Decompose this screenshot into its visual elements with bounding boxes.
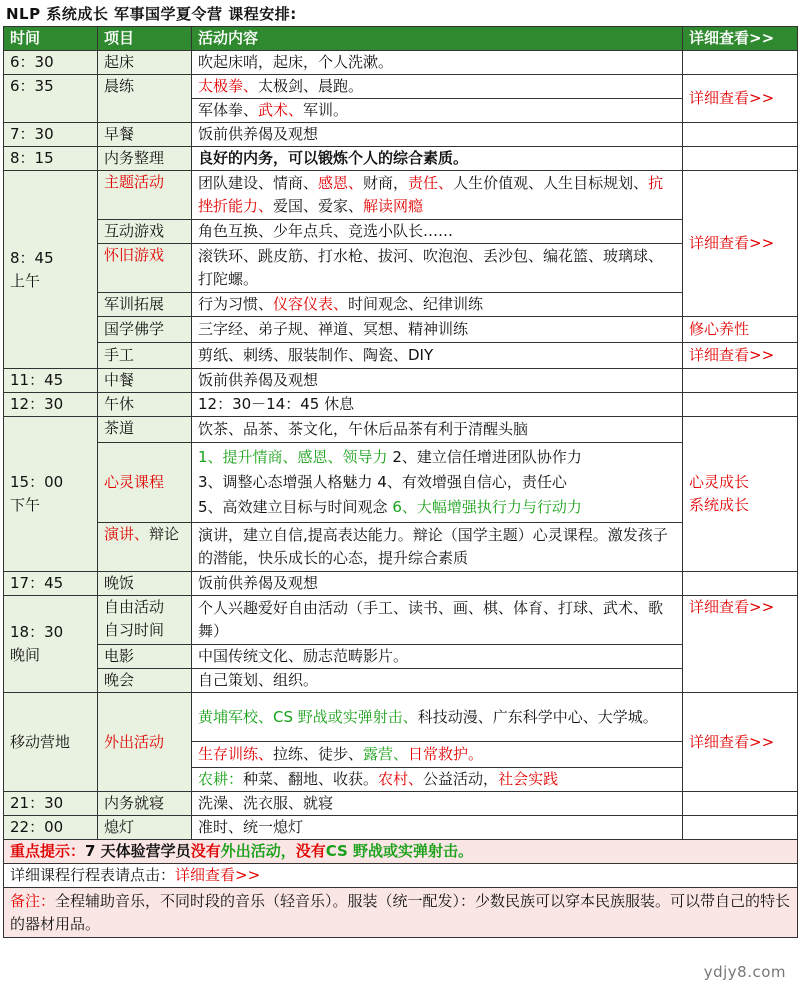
- item-cell: 电影: [98, 645, 192, 669]
- time-text: 8：45: [10, 248, 54, 267]
- content-cell: 12：30－14：45 休息: [192, 393, 683, 417]
- content-text: 团队建设、情商、: [198, 174, 319, 192]
- content-text: 时间观念、纪律训练: [348, 295, 484, 313]
- content-cell: 洗澡、洗衣服、就寝: [192, 792, 683, 816]
- time-cell: [4, 417, 98, 572]
- content-cell: 剪纸、刺绣、服装制作、陶瓷、DIY: [192, 343, 683, 369]
- table-row: [4, 393, 798, 417]
- header-time: 时间: [4, 27, 98, 51]
- content-line: [198, 470, 676, 495]
- table-row: [4, 792, 798, 816]
- table-row: [4, 645, 798, 669]
- content-cell: 吹起床哨，起床，个人洗漱。: [192, 51, 683, 75]
- content-cell: 饭前供养偈及观想: [192, 123, 683, 147]
- item-cell: [98, 596, 192, 645]
- content-highlight: 解读网瘾: [363, 197, 424, 215]
- tip-highlight: 没有: [190, 842, 221, 860]
- item-cell: 早餐: [98, 123, 192, 147]
- tip-highlight: 外出活动，: [220, 842, 296, 860]
- detail-text: 详细课程行程表请点击：: [10, 866, 176, 884]
- time-cell: [4, 596, 98, 693]
- table-row: [4, 123, 798, 147]
- content-text: 2、建立信任增进团队协作力: [392, 448, 582, 466]
- table-row: [4, 816, 798, 840]
- content-cell: [192, 742, 683, 768]
- table-row: [4, 75, 798, 99]
- item-cell: 互动游戏: [98, 220, 192, 244]
- detail-link[interactable]: 详细查看>>: [175, 866, 261, 884]
- time-cell: 22：00: [4, 816, 98, 840]
- content-text: 科技动漫、广东科学中心、大学城。: [417, 707, 658, 726]
- item-highlight: 演讲、: [104, 525, 150, 543]
- link-cell: [683, 792, 798, 816]
- time-text: 15：00: [10, 473, 64, 491]
- content-text: 4、有效增强自信心，责任心: [377, 473, 567, 491]
- content-highlight: 露营、: [363, 745, 409, 763]
- page-title: NLP 系统成长 军事国学夏令营 课程安排:: [6, 5, 297, 23]
- content-cell: 中国传统文化、励志范畴影片。: [192, 645, 683, 669]
- time-cell: 8：15: [4, 147, 98, 171]
- content-cell: [192, 171, 683, 220]
- item-text: 辩论: [149, 525, 180, 543]
- note: [4, 888, 798, 938]
- time-cell: 21：30: [4, 792, 98, 816]
- item-cell: 内务整理: [98, 147, 192, 171]
- table-row: [4, 171, 798, 220]
- item-cell: 主题活动: [98, 171, 192, 220]
- content-text: 行为习惯、: [198, 295, 274, 313]
- content-text: 爱国、爱家、: [273, 197, 364, 215]
- content-cell: 自己策划、组织。: [192, 669, 683, 693]
- content-cell: 演讲，建立自信,提高表达能力。辩论（国学主题）心灵课程。激发孩子的潜能，快乐成长的心态，提升综合素质: [192, 523, 683, 572]
- content-line: [198, 445, 676, 470]
- table-row: [4, 317, 798, 343]
- table-row: [4, 220, 798, 244]
- item-cell: [98, 523, 192, 572]
- content-text: 太极剑、晨跑。: [258, 77, 364, 95]
- content-highlight: 生存训练、: [198, 745, 274, 763]
- content-cell: [192, 99, 683, 123]
- content-text: 3、调整心态增强人格魅力: [198, 473, 373, 491]
- header-detail-link[interactable]: 详细查看>>: [683, 27, 798, 51]
- link-cell: [683, 51, 798, 75]
- time-cell: 12：30: [4, 393, 98, 417]
- time-cell: 6：35: [4, 75, 98, 123]
- time-cell: 11：45: [4, 369, 98, 393]
- note-text: 全程辅助音乐，不同时段的音乐（轻音乐）。服装（统一配发）：少数民族可以穿本民族服装。可以带自己的特长的器材用品。: [10, 891, 791, 933]
- content-highlight: 黄埔军校、: [198, 707, 274, 726]
- time-cell: [4, 171, 98, 369]
- content-highlight: 武术、: [258, 101, 304, 119]
- detail-row: [4, 864, 798, 888]
- item-cell: 军训拓展: [98, 293, 192, 317]
- table-row: [4, 343, 798, 369]
- link-cell: [683, 572, 798, 596]
- content-cell: 饭前供养偈及观想: [192, 369, 683, 393]
- content-cell: [192, 75, 683, 99]
- header-item: 项目: [98, 27, 192, 51]
- item-cell: 外出活动: [98, 693, 192, 792]
- header-content: 活动内容: [192, 27, 683, 51]
- link-text: 系统成长: [689, 496, 750, 514]
- detail-link[interactable]: 修心养性: [683, 317, 798, 343]
- content-text: 拉练、徒步、: [273, 745, 364, 763]
- time-cell: 6：30: [4, 51, 98, 75]
- content-text: 公益活动，: [423, 770, 499, 788]
- item-cell: 心灵课程: [98, 443, 192, 523]
- item-cell: 怀旧游戏: [98, 244, 192, 293]
- content-cell: [192, 768, 683, 792]
- tip-highlight: CS 野战或实弹射击。: [325, 842, 474, 860]
- content-cell: 饭前供养偈及观想: [192, 572, 683, 596]
- item-cell: 内务就寝: [98, 792, 192, 816]
- tip-highlight: 没有: [295, 842, 326, 860]
- content-cell: 良好的内务，可以锻炼个人的综合素质。: [192, 147, 683, 171]
- time-period: 上午: [10, 271, 41, 290]
- content-text: 军训。: [303, 101, 349, 119]
- watermark: ydjy8.com: [703, 963, 786, 981]
- content-text: 5、高效建立目标与时间观念: [198, 498, 388, 516]
- time-cell: 17：45: [4, 572, 98, 596]
- item-cell: 茶道: [98, 417, 192, 443]
- content-highlight: CS 野战或实弹射击、: [273, 707, 418, 726]
- table-row: [4, 693, 798, 742]
- time-period: 晚间: [10, 646, 41, 664]
- table-row: [4, 147, 798, 171]
- item-cell: 手工: [98, 343, 192, 369]
- content-cell: 饮茶、品茶、茶文化，午休后品茶有利于清醒头脑: [192, 417, 683, 443]
- link-text: 心灵成长: [689, 473, 750, 491]
- note-label: 备注：: [10, 891, 56, 910]
- content-text: 种菜、翻地、收获。: [243, 770, 379, 788]
- table-row: [4, 669, 798, 693]
- tip-label: 重点提示：: [10, 842, 86, 860]
- link-cell: [683, 816, 798, 840]
- header-row: [4, 27, 798, 51]
- detail-link[interactable]: 详细查看>>: [683, 343, 798, 369]
- table-row: [4, 443, 798, 523]
- content-highlight: 抗挫折能力、: [198, 174, 664, 215]
- detail-line: [4, 864, 798, 888]
- table-row: [4, 572, 798, 596]
- item-cell: 起床: [98, 51, 192, 75]
- tip-text: 7 天体验营学员: [85, 842, 191, 860]
- content-text: 军体拳、: [198, 101, 259, 119]
- table-row: [4, 51, 798, 75]
- content-cell: 准时、统一熄灯: [192, 816, 683, 840]
- link-cell: [683, 123, 798, 147]
- time-cell: 移动营地: [4, 693, 98, 792]
- time-cell: 7：30: [4, 123, 98, 147]
- key-tip-row: [4, 840, 798, 864]
- content-highlight: 1、提升情商、感恩、领导力: [198, 448, 388, 466]
- item-cell: 晨练: [98, 75, 192, 123]
- schedule-table: [3, 26, 798, 938]
- detail-link[interactable]: [683, 417, 798, 572]
- item-cell: 中餐: [98, 369, 192, 393]
- content-highlight: 6、大幅增强执行力与行动力: [392, 498, 582, 516]
- detail-link[interactable]: 详细查看>>: [683, 596, 798, 693]
- item-text: 自习时间: [104, 621, 165, 639]
- time-text: 18：30: [10, 623, 64, 641]
- content-cell: 个人兴趣爱好自由活动（手工、读书、画、棋、体育、打球、武术、歌舞）: [192, 596, 683, 645]
- content-highlight: 太极拳、: [198, 77, 259, 95]
- detail-link[interactable]: 详细查看>>: [683, 171, 798, 317]
- table-row: [4, 244, 798, 293]
- key-tip: [4, 840, 798, 864]
- content-highlight: 社会实践: [498, 770, 559, 788]
- content-cell: [192, 693, 683, 742]
- link-cell: [683, 369, 798, 393]
- table-row: [4, 523, 798, 572]
- link-cell: [683, 147, 798, 171]
- item-text: 自由活动: [104, 598, 165, 616]
- content-text: 人生价值观、人生目标规划、: [453, 174, 649, 192]
- time-period: 下午: [10, 496, 41, 514]
- detail-link[interactable]: 详细查看>>: [683, 75, 798, 123]
- item-cell: 午休: [98, 393, 192, 417]
- item-cell: 熄灯: [98, 816, 192, 840]
- content-cell: 三字经、弟子规、禅道、冥想、精神训练: [192, 317, 683, 343]
- note-row: [4, 888, 798, 938]
- content-highlight: 日常救护。: [408, 745, 484, 763]
- table-row: [4, 293, 798, 317]
- content-cell: 滚铁环、跳皮筋、打水枪、拔河、吹泡泡、丢沙包、编花篮、玻璃球、打陀螺。: [192, 244, 683, 293]
- content-text: 财商，: [363, 174, 409, 192]
- content-cell: 角色互换、少年点兵、竞选小队长……: [192, 220, 683, 244]
- content-cell: [192, 293, 683, 317]
- table-row: [4, 417, 798, 443]
- link-cell: [683, 393, 798, 417]
- item-cell: 晚饭: [98, 572, 192, 596]
- content-highlight: 责任、: [408, 174, 454, 192]
- item-cell: 国学佛学: [98, 317, 192, 343]
- table-row: [4, 596, 798, 645]
- content-highlight: 仪容仪表、: [273, 295, 349, 313]
- content-highlight: 农村、: [378, 770, 424, 788]
- content-cell: [192, 443, 683, 523]
- content-highlight: 感恩、: [318, 174, 364, 192]
- detail-link[interactable]: 详细查看>>: [683, 693, 798, 792]
- item-cell: 晚会: [98, 669, 192, 693]
- content-line: [198, 495, 676, 520]
- content-highlight: 农耕：: [198, 770, 244, 788]
- table-row: [4, 369, 798, 393]
